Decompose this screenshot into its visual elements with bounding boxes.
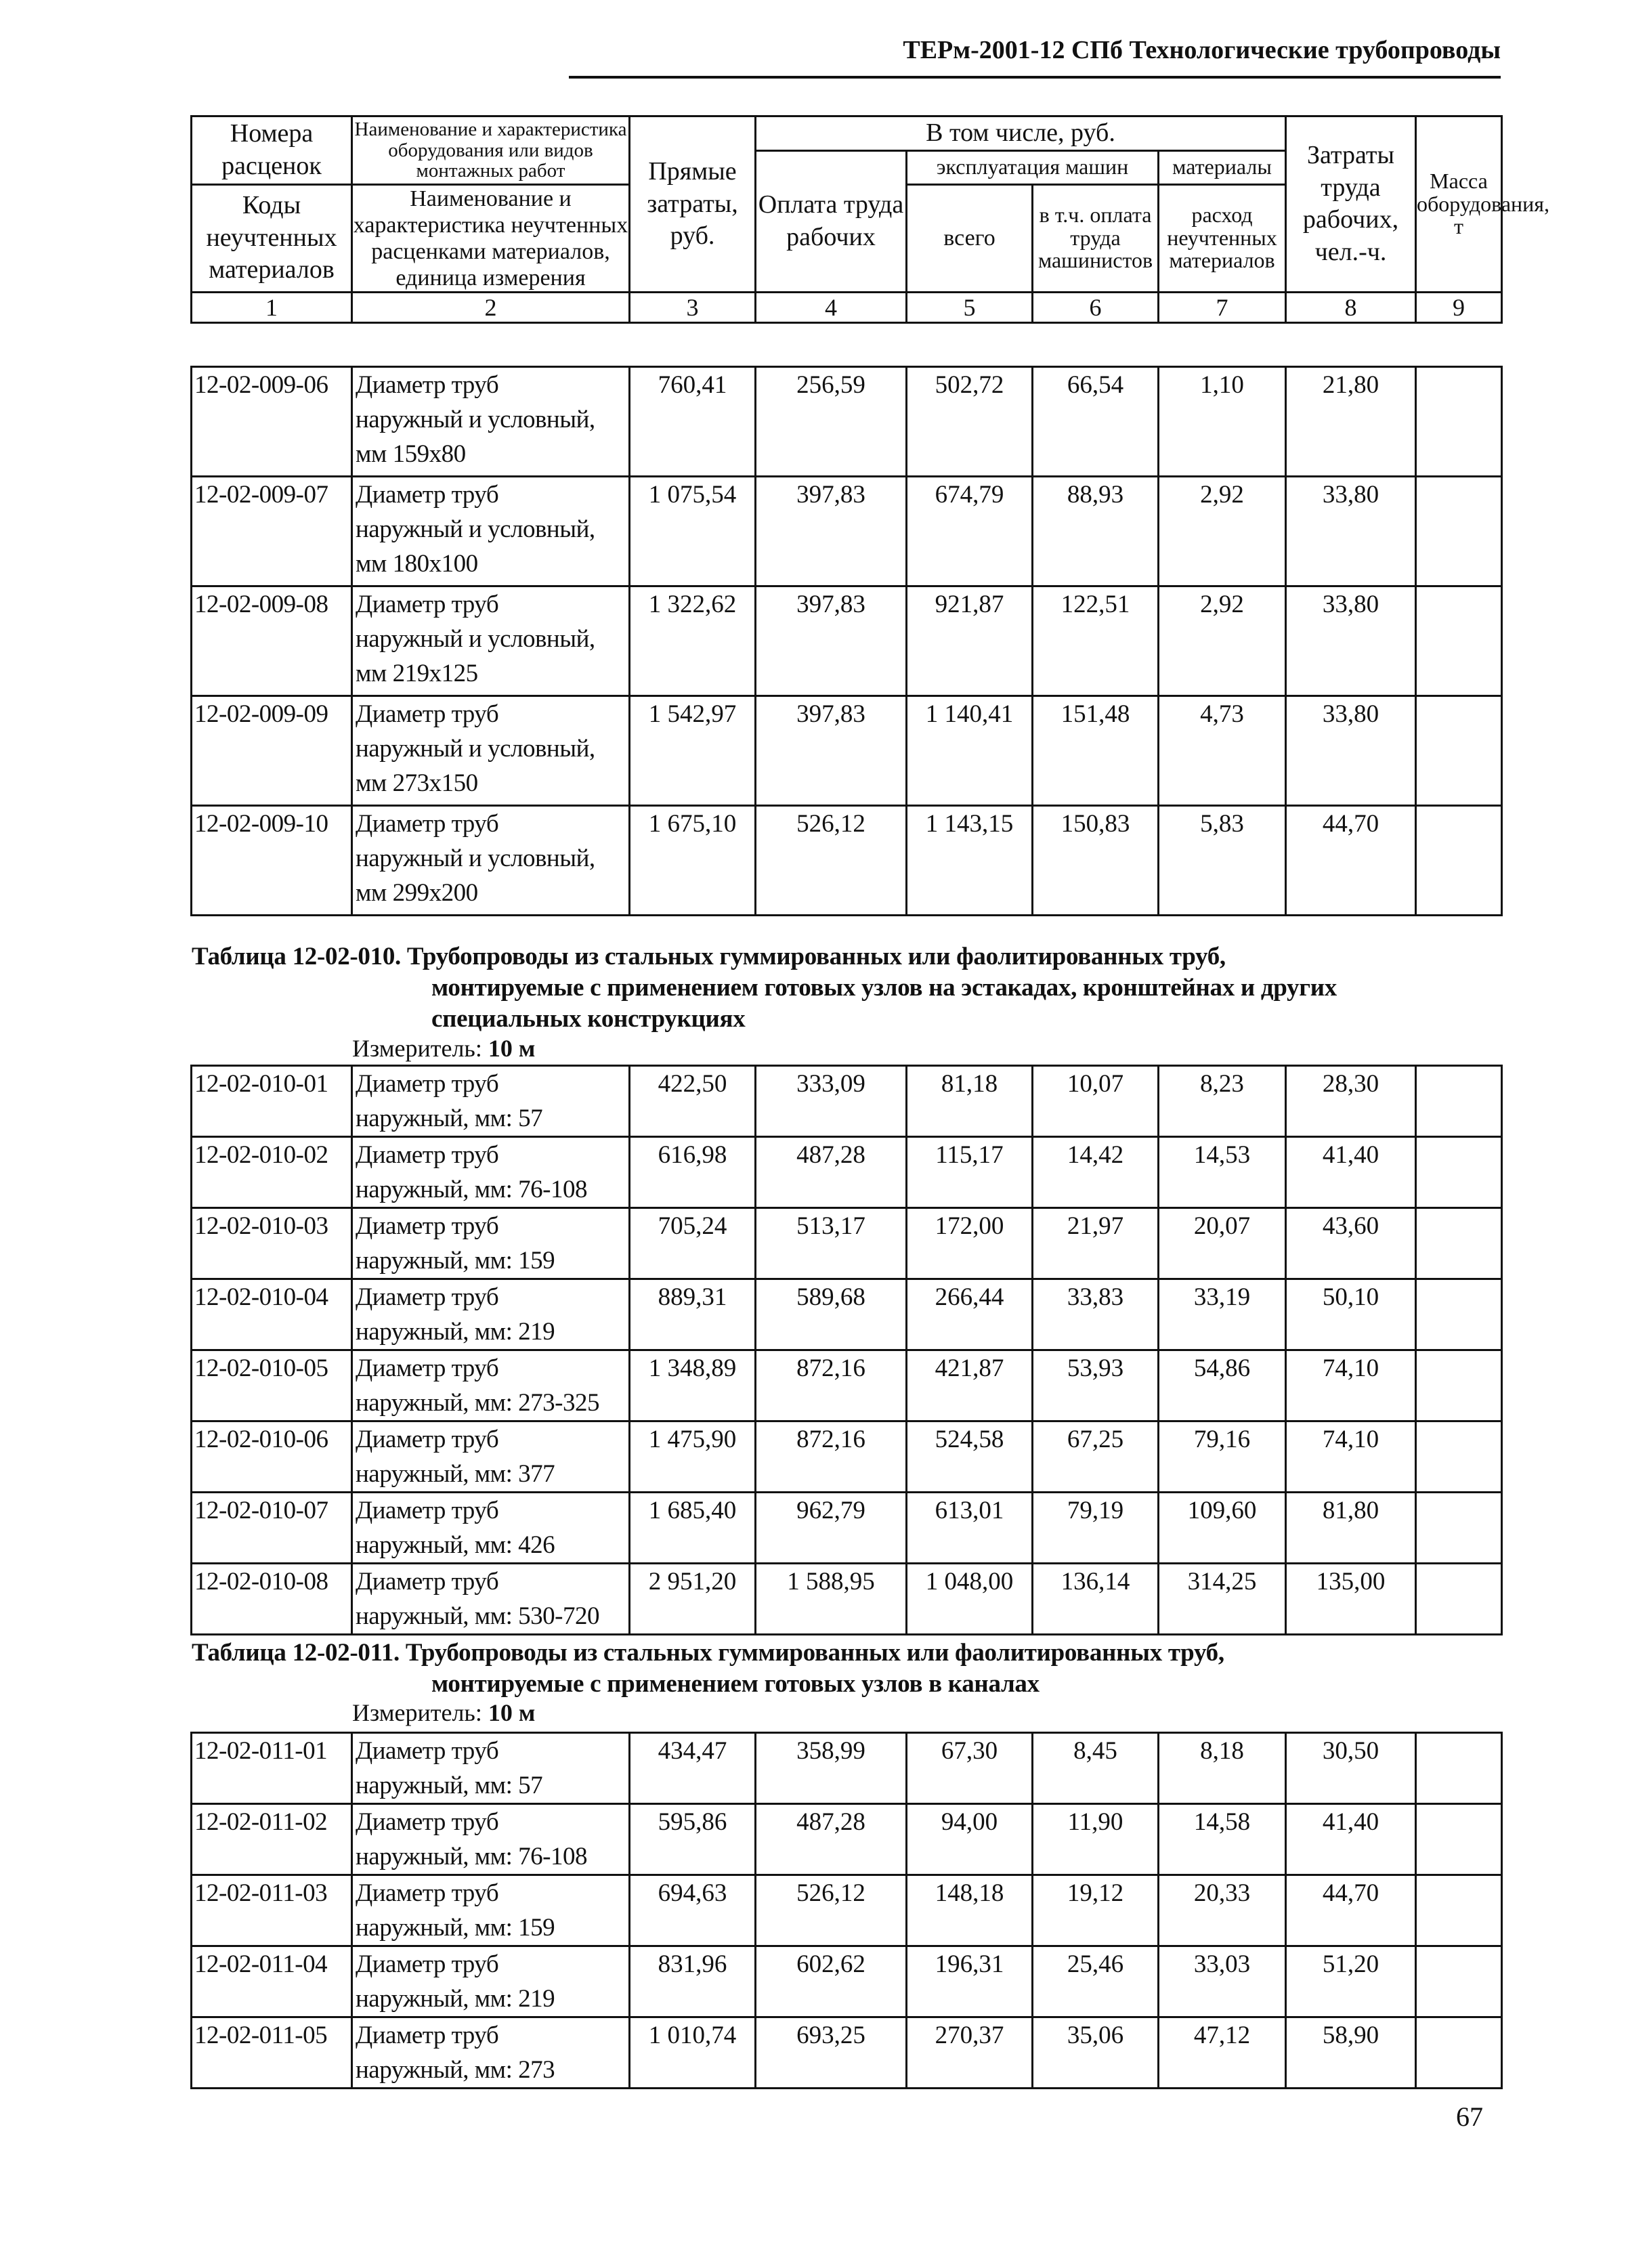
materials-cell: 109,60 [1159, 1493, 1286, 1564]
work-name-line: мм 299x200 [356, 879, 478, 907]
column-number: 1 [192, 292, 352, 322]
operator-pay-cell: 150,83 [1033, 806, 1159, 916]
machines-cell: 674,79 [907, 477, 1033, 586]
table-row [192, 1208, 1502, 1279]
table-row [192, 1493, 1502, 1564]
operator-pay-cell: 19,12 [1033, 1875, 1159, 1946]
labor-pay-cell: 397,83 [756, 586, 907, 696]
labor-hours-cell: 28,30 [1286, 1066, 1416, 1137]
work-name-line: наружный, мм: 426 [356, 1531, 555, 1559]
work-name-line: наружный и условный, [356, 844, 595, 872]
table-row [192, 586, 1502, 696]
operator-pay-cell: 8,45 [1033, 1733, 1159, 1804]
labor-hours-cell: 21,80 [1286, 367, 1416, 477]
header-worker-pay: Оплата труда рабочих [756, 150, 907, 292]
direct-cost-cell: 1 348,89 [630, 1350, 756, 1421]
operator-pay-cell: 11,90 [1033, 1804, 1159, 1875]
column-number: 7 [1159, 292, 1286, 322]
machines-cell: 421,87 [907, 1350, 1033, 1421]
column-number: 9 [1416, 292, 1502, 322]
page-number: 67 [1456, 2101, 1483, 2132]
mass-cell [1416, 1733, 1502, 1804]
work-name [352, 1066, 630, 1137]
labor-pay-cell: 602,62 [756, 1946, 907, 2017]
labor-pay-cell: 358,99 [756, 1733, 907, 1804]
work-name-line: Диаметр труб [356, 1070, 499, 1098]
header-materials: материалы [1159, 150, 1286, 184]
work-name-line: наружный, мм: 57 [356, 1772, 543, 1799]
work-name-line: Диаметр труб [356, 1141, 499, 1169]
work-name [352, 806, 630, 916]
operator-pay-cell: 88,93 [1033, 477, 1159, 586]
operator-pay-cell: 21,97 [1033, 1208, 1159, 1279]
materials-cell: 5,83 [1159, 806, 1286, 916]
materials-cell: 2,92 [1159, 477, 1286, 586]
rate-code: 12-02-010-06 [192, 1421, 352, 1493]
rate-code: 12-02-009-07 [192, 477, 352, 586]
rate-code: 12-02-010-01 [192, 1066, 352, 1137]
operator-pay-cell: 14,42 [1033, 1137, 1159, 1208]
machines-cell: 1 140,41 [907, 696, 1033, 806]
labor-pay-cell: 526,12 [756, 1875, 907, 1946]
direct-cost-cell: 1 010,74 [630, 2017, 756, 2089]
work-name-line: Диаметр труб [356, 700, 499, 728]
labor-hours-cell: 44,70 [1286, 806, 1416, 916]
work-name-line: мм 273x150 [356, 769, 478, 797]
materials-cell: 14,53 [1159, 1137, 1286, 1208]
labor-pay-cell: 513,17 [756, 1208, 907, 1279]
page-header: ТЕРм-2001-12 СПб Технологические трубопроводы [903, 36, 1501, 64]
labor-hours-cell: 33,80 [1286, 696, 1416, 806]
mass-cell [1416, 367, 1502, 477]
mass-cell [1416, 586, 1502, 696]
materials-cell: 2,92 [1159, 586, 1286, 696]
labor-hours-cell: 81,80 [1286, 1493, 1416, 1564]
caption-line: монтируемые с применением готовых узлов в каналах [431, 1670, 1040, 1698]
labor-pay-cell: 487,28 [756, 1137, 907, 1208]
machines-cell: 148,18 [907, 1875, 1033, 1946]
machines-cell: 524,58 [907, 1421, 1033, 1493]
labor-hours-cell: 41,40 [1286, 1137, 1416, 1208]
labor-pay-cell: 397,83 [756, 696, 907, 806]
work-name-line: Диаметр труб [356, 810, 499, 838]
mass-cell [1416, 1137, 1502, 1208]
table-row [192, 1279, 1502, 1350]
meter-label: Измеритель: [352, 1699, 482, 1726]
work-name [352, 586, 630, 696]
work-name-line: Диаметр труб [356, 1737, 499, 1765]
machines-cell: 67,30 [907, 1733, 1033, 1804]
machines-cell: 94,00 [907, 1804, 1033, 1875]
direct-cost-cell: 889,31 [630, 1279, 756, 1350]
table-row [192, 1564, 1502, 1635]
machines-cell: 1 048,00 [907, 1564, 1033, 1635]
machines-cell: 266,44 [907, 1279, 1033, 1350]
direct-cost-cell: 705,24 [630, 1208, 756, 1279]
work-name-line: наружный, мм: 219 [356, 1985, 555, 2013]
labor-hours-cell: 58,90 [1286, 2017, 1416, 2089]
rate-code: 12-02-009-06 [192, 367, 352, 477]
mass-cell [1416, 696, 1502, 806]
mass-cell [1416, 806, 1502, 916]
work-name [352, 1137, 630, 1208]
table-row [192, 2017, 1502, 2089]
labor-hours-cell: 33,80 [1286, 477, 1416, 586]
work-name-line: наружный, мм: 159 [356, 1247, 555, 1275]
direct-cost-cell: 1 685,40 [630, 1493, 756, 1564]
work-name-line: наружный, мм: 76-108 [356, 1176, 587, 1203]
rate-code: 12-02-010-02 [192, 1137, 352, 1208]
materials-cell: 8,23 [1159, 1066, 1286, 1137]
work-name [352, 367, 630, 477]
work-name [352, 1733, 630, 1804]
labor-pay-cell: 397,83 [756, 477, 907, 586]
operator-pay-cell: 10,07 [1033, 1066, 1159, 1137]
operator-pay-cell: 122,51 [1033, 586, 1159, 696]
machines-cell: 921,87 [907, 586, 1033, 696]
mass-cell [1416, 1493, 1502, 1564]
rate-code: 12-02-011-01 [192, 1733, 352, 1804]
operator-pay-cell: 35,06 [1033, 2017, 1159, 2089]
direct-cost-cell: 1 475,90 [630, 1421, 756, 1493]
work-name-line: наружный и условный, [356, 625, 595, 653]
machines-cell: 270,37 [907, 2017, 1033, 2089]
direct-cost-cell: 2 951,20 [630, 1564, 756, 1635]
rate-code: 12-02-009-09 [192, 696, 352, 806]
header-operator-pay: в т.ч. оплата труда машинистов [1033, 184, 1159, 292]
direct-cost-cell: 616,98 [630, 1137, 756, 1208]
rate-code: 12-02-011-05 [192, 2017, 352, 2089]
work-name-line: наружный и условный, [356, 515, 595, 543]
table-12-02-010-meter [352, 1034, 535, 1063]
work-name-line: мм 180x100 [356, 550, 478, 578]
materials-cell: 54,86 [1159, 1350, 1286, 1421]
mass-cell [1416, 1875, 1502, 1946]
labor-pay-cell: 1 588,95 [756, 1564, 907, 1635]
table-row [192, 477, 1502, 586]
materials-cell: 33,19 [1159, 1279, 1286, 1350]
machines-cell: 172,00 [907, 1208, 1033, 1279]
work-name [352, 1421, 630, 1493]
labor-pay-cell: 872,16 [756, 1421, 907, 1493]
labor-pay-cell: 589,68 [756, 1279, 907, 1350]
materials-cell: 33,03 [1159, 1946, 1286, 2017]
mass-cell [1416, 1564, 1502, 1635]
header-labor-hours: Затраты труда рабочих, чел.-ч. [1286, 116, 1416, 293]
work-name-line: Диаметр труб [356, 1497, 499, 1524]
work-name-line: Диаметр труб [356, 1950, 499, 1978]
work-name-line: мм 219x125 [356, 660, 478, 687]
header-machine-exploitation: эксплуатация машин [907, 150, 1159, 184]
header-in-total: В том числе, руб. [756, 116, 1286, 151]
rate-code: 12-02-011-04 [192, 1946, 352, 2017]
table-12-02-011-meter [352, 1698, 535, 1727]
operator-pay-cell: 33,83 [1033, 1279, 1159, 1350]
operator-pay-cell: 67,25 [1033, 1421, 1159, 1493]
rate-code: 12-02-010-03 [192, 1208, 352, 1279]
direct-cost-cell: 1 322,62 [630, 586, 756, 696]
work-name-line: Диаметр труб [356, 1879, 499, 1907]
table-12-02-011 [190, 1732, 1503, 2089]
mass-cell [1416, 1350, 1502, 1421]
labor-hours-cell: 30,50 [1286, 1733, 1416, 1804]
work-name [352, 1208, 630, 1279]
labor-hours-cell: 51,20 [1286, 1946, 1416, 2017]
header-rule [569, 76, 1501, 79]
materials-cell: 47,12 [1159, 2017, 1286, 2089]
meter-label: Измеритель: [352, 1035, 482, 1062]
machines-cell: 115,17 [907, 1137, 1033, 1208]
header-rate-numbers: Номера расценок [192, 116, 352, 185]
direct-cost-cell: 434,47 [630, 1733, 756, 1804]
labor-pay-cell: 872,16 [756, 1350, 907, 1421]
materials-cell: 1,10 [1159, 367, 1286, 477]
work-name-line: наружный и условный, [356, 735, 595, 763]
machines-cell: 81,18 [907, 1066, 1033, 1137]
table-row [192, 1421, 1502, 1493]
rate-code: 12-02-010-07 [192, 1493, 352, 1564]
table-row [192, 1137, 1502, 1208]
rate-code: 12-02-010-08 [192, 1564, 352, 1635]
operator-pay-cell: 53,93 [1033, 1350, 1159, 1421]
labor-pay-cell: 333,09 [756, 1066, 907, 1137]
rate-code: 12-02-009-10 [192, 806, 352, 916]
operator-pay-cell: 79,19 [1033, 1493, 1159, 1564]
work-name-line: Диаметр труб [356, 1426, 499, 1453]
header-material-codes: Коды неучтенных материалов [192, 184, 352, 292]
labor-hours-cell: 135,00 [1286, 1564, 1416, 1635]
labor-pay-cell: 962,79 [756, 1493, 907, 1564]
mass-cell [1416, 1208, 1502, 1279]
mass-cell [1416, 1804, 1502, 1875]
table-12-02-010 [190, 1065, 1503, 1635]
meter-value: 10 м [488, 1035, 536, 1062]
work-name-line: наружный, мм: 273 [356, 2056, 555, 2084]
work-name [352, 477, 630, 586]
work-name-line: Диаметр труб [356, 1212, 499, 1240]
work-name-line: наружный, мм: 57 [356, 1105, 543, 1132]
materials-cell: 8,18 [1159, 1733, 1286, 1804]
column-number: 8 [1286, 292, 1416, 322]
caption-line: Таблица 12-02-010. Трубопроводы из стальных гуммированных или фаолитированных труб, [192, 943, 1226, 970]
direct-cost-cell: 422,50 [630, 1066, 756, 1137]
labor-pay-cell: 693,25 [756, 2017, 907, 2089]
work-name [352, 1350, 630, 1421]
machines-cell: 502,72 [907, 367, 1033, 477]
work-name-line: наружный, мм: 159 [356, 1914, 555, 1942]
work-name [352, 1564, 630, 1635]
work-name [352, 1804, 630, 1875]
labor-hours-cell: 41,40 [1286, 1804, 1416, 1875]
machines-cell: 1 143,15 [907, 806, 1033, 916]
direct-cost-cell: 595,86 [630, 1804, 756, 1875]
work-name-line: наружный, мм: 76-108 [356, 1843, 587, 1870]
table-row [192, 1733, 1502, 1804]
table-row [192, 696, 1502, 806]
rate-code: 12-02-009-08 [192, 586, 352, 696]
table-12-02-009 [190, 366, 1503, 916]
header-machines-total: всего [907, 184, 1033, 292]
operator-pay-cell: 151,48 [1033, 696, 1159, 806]
table-row [192, 1804, 1502, 1875]
column-number: 4 [756, 292, 907, 322]
materials-cell: 4,73 [1159, 696, 1286, 806]
work-name-line: мм 159x80 [356, 440, 466, 468]
meter-value: 10 м [488, 1699, 536, 1726]
header-unaccounted-materials: расход неучтенных материалов [1159, 184, 1286, 292]
mass-cell [1416, 2017, 1502, 2089]
direct-cost-cell: 831,96 [630, 1946, 756, 2017]
rate-code: 12-02-010-05 [192, 1350, 352, 1421]
table-12-02-010-caption [192, 941, 1337, 1035]
rate-code: 12-02-011-02 [192, 1804, 352, 1875]
labor-pay-cell: 526,12 [756, 806, 907, 916]
labor-hours-cell: 74,10 [1286, 1350, 1416, 1421]
table-row [192, 1946, 1502, 2017]
table-row [192, 1350, 1502, 1421]
work-name-line: Диаметр труб [356, 2021, 499, 2049]
mass-cell [1416, 477, 1502, 586]
labor-hours-cell: 74,10 [1286, 1421, 1416, 1493]
rate-code: 12-02-011-03 [192, 1875, 352, 1946]
caption-line: монтируемые с применением готовых узлов на эстакадах, кронштейнах и других [431, 974, 1337, 1002]
work-name-line: наружный, мм: 273-325 [356, 1389, 599, 1417]
header-equipment-mass: Масса оборудования, т [1416, 116, 1502, 293]
work-name [352, 1493, 630, 1564]
direct-cost-cell: 1 675,10 [630, 806, 756, 916]
work-name-line: наружный, мм: 377 [356, 1460, 555, 1488]
operator-pay-cell: 25,46 [1033, 1946, 1159, 2017]
mass-cell [1416, 1946, 1502, 2017]
work-name-line: Диаметр труб [356, 1808, 499, 1836]
table-row [192, 367, 1502, 477]
labor-hours-cell: 50,10 [1286, 1279, 1416, 1350]
work-name-line: Диаметр труб [356, 1283, 499, 1311]
mass-cell [1416, 1421, 1502, 1493]
mass-cell [1416, 1279, 1502, 1350]
labor-pay-cell: 256,59 [756, 367, 907, 477]
materials-cell: 20,07 [1159, 1208, 1286, 1279]
column-header-table [190, 115, 1549, 324]
column-number: 5 [907, 292, 1033, 322]
work-name [352, 1279, 630, 1350]
work-name [352, 1946, 630, 2017]
materials-cell: 79,16 [1159, 1421, 1286, 1493]
table-row [192, 1066, 1502, 1137]
work-name-line: наружный, мм: 219 [356, 1318, 555, 1346]
table-12-02-011-caption [192, 1638, 1224, 1700]
direct-cost-cell: 1 075,54 [630, 477, 756, 586]
column-number: 3 [630, 292, 756, 322]
work-name-line: Диаметр труб [356, 1354, 499, 1382]
header-direct-costs: Прямые затраты, руб. [630, 116, 756, 293]
work-name [352, 2017, 630, 2089]
work-name [352, 696, 630, 806]
caption-line: специальных конструкциях [431, 1005, 746, 1033]
materials-cell: 14,58 [1159, 1804, 1286, 1875]
table-row [192, 806, 1502, 916]
labor-hours-cell: 44,70 [1286, 1875, 1416, 1946]
operator-pay-cell: 136,14 [1033, 1564, 1159, 1635]
operator-pay-cell: 66,54 [1033, 367, 1159, 477]
header-material-name: Наименование и характеристика неучтенных расценками материалов, единица измерения [352, 184, 630, 292]
work-name-line: наружный и условный, [356, 406, 595, 433]
mass-cell [1416, 1066, 1502, 1137]
work-name-line: Диаметр труб [356, 371, 499, 399]
header-work-name: Наименование и характеристика оборудования или видов монтажных работ [352, 116, 630, 185]
direct-cost-cell: 1 542,97 [630, 696, 756, 806]
direct-cost-cell: 760,41 [630, 367, 756, 477]
work-name-line: Диаметр труб [356, 591, 499, 618]
rate-code: 12-02-010-04 [192, 1279, 352, 1350]
work-name [352, 1875, 630, 1946]
table-row [192, 1875, 1502, 1946]
work-name-line: Диаметр труб [356, 1568, 499, 1596]
column-number: 6 [1033, 292, 1159, 322]
materials-cell: 314,25 [1159, 1564, 1286, 1635]
work-name-line: наружный, мм: 530-720 [356, 1602, 599, 1630]
labor-hours-cell: 33,80 [1286, 586, 1416, 696]
caption-line: Таблица 12-02-011. Трубопроводы из стальных гуммированных или фаолитированных труб, [192, 1639, 1224, 1667]
machines-cell: 196,31 [907, 1946, 1033, 2017]
column-number: 2 [352, 292, 630, 322]
labor-pay-cell: 487,28 [756, 1804, 907, 1875]
labor-hours-cell: 43,60 [1286, 1208, 1416, 1279]
direct-cost-cell: 694,63 [630, 1875, 756, 1946]
materials-cell: 20,33 [1159, 1875, 1286, 1946]
work-name-line: Диаметр труб [356, 481, 499, 509]
machines-cell: 613,01 [907, 1493, 1033, 1564]
